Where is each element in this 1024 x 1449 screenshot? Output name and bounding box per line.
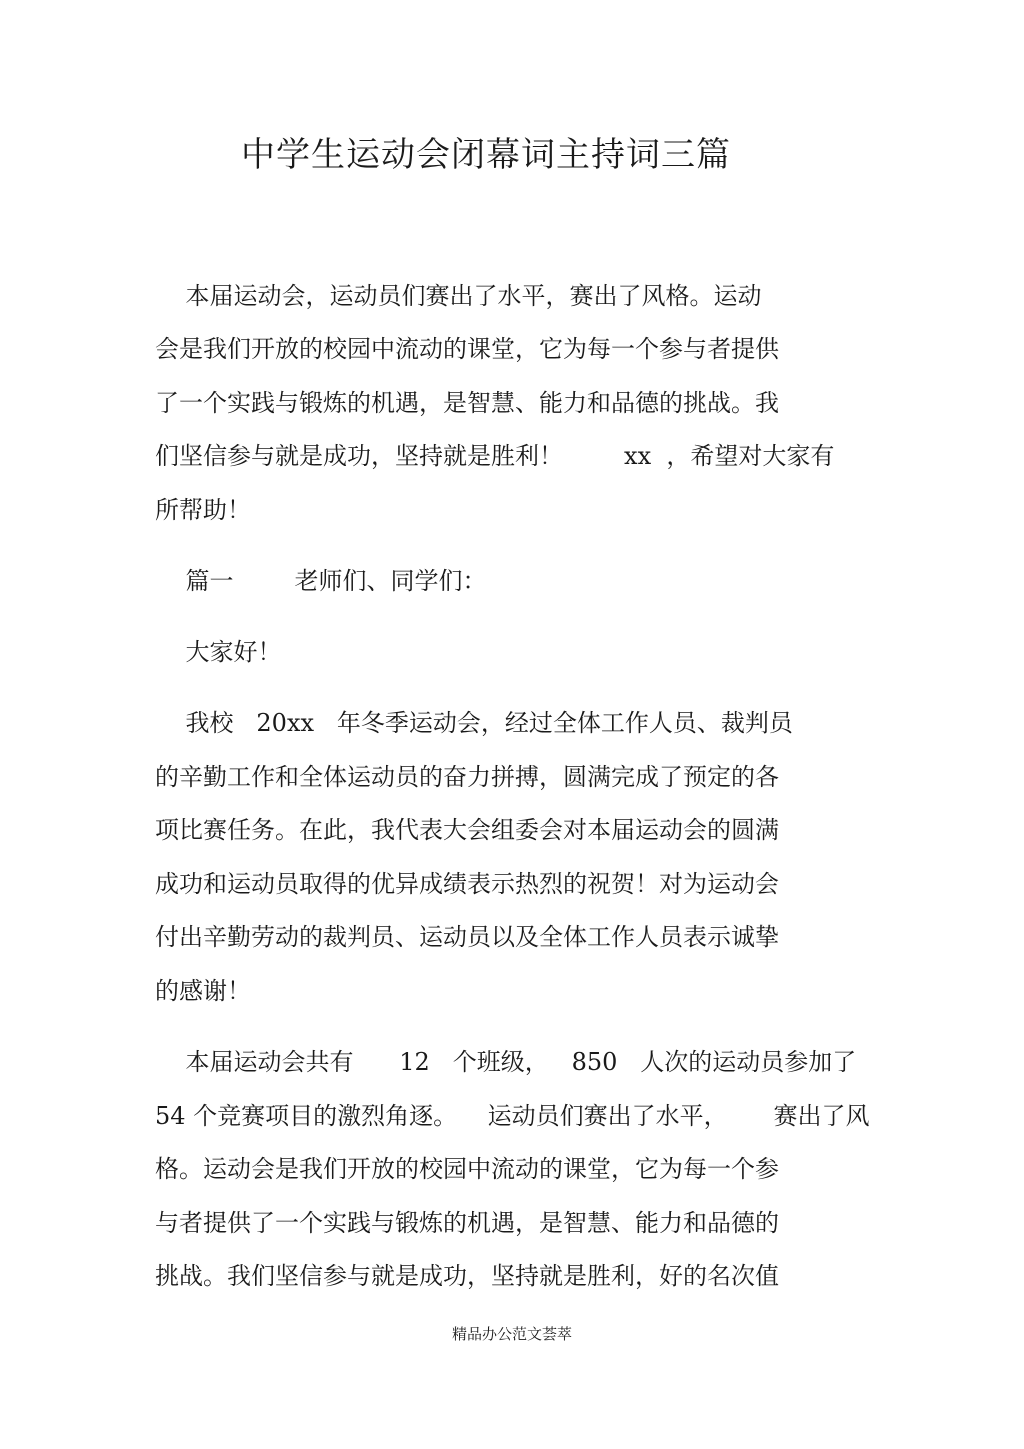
section-heading: 篇一 老师们、同学们： (155, 567, 487, 595)
paragraph-line: 本届运动会共有 12 个班级， 850 人次的运动员参加了 (155, 1048, 857, 1076)
paragraph-line: 们坚信参与就是成功，坚持就是胜利！ xx ，希望对大家有 (155, 442, 835, 470)
page-footer: 精品办公范文荟萃 (451, 1325, 572, 1343)
paragraph-line: 54 个竞赛项目的激烈角逐。 运动员们赛出了水平， 赛出了风 (155, 1102, 870, 1130)
paragraph-line: 成功和运动员取得的优异成绩表示热烈的祝贺！对为运动会 (155, 870, 779, 898)
greeting-line: 大家好！ (155, 638, 282, 666)
paragraph-line: 与者提供了一个实践与锻炼的机遇，是智慧、能力和品德的 (155, 1209, 779, 1237)
paragraph-line: 的感谢！ (155, 977, 251, 1005)
paragraph-line: 所帮助！ (155, 496, 251, 524)
paragraph-line: 付出辛勤劳动的裁判员、运动员以及全体工作人员表示诚挚 (155, 923, 779, 951)
paragraph-line: 本届运动会，运动员们赛出了水平，赛出了风格。运动 (155, 282, 762, 310)
paragraph-line: 挑战。我们坚信参与就是成功，坚持就是胜利，好的名次值 (155, 1262, 779, 1290)
paragraph-line: 我校 20xx 年冬季运动会，经过全体工作人员、裁判员 (155, 709, 793, 737)
paragraph-line: 格。运动会是我们开放的校园中流动的课堂，它为每一个参 (155, 1155, 779, 1183)
paragraph-line: 的辛勤工作和全体运动员的奋力拼搏，圆满完成了预定的各 (155, 763, 779, 791)
paragraph-line: 了一个实践与锻炼的机遇，是智慧、能力和品德的挑战。我 (155, 389, 779, 417)
paragraph-line: 项比赛任务。在此，我代表大会组委会对本届运动会的圆满 (155, 816, 779, 844)
document-title: 中学生运动会闭幕词主持词三篇 (241, 135, 731, 175)
paragraph-line: 会是我们开放的校园中流动的课堂，它为每一个参与者提供 (155, 335, 779, 363)
